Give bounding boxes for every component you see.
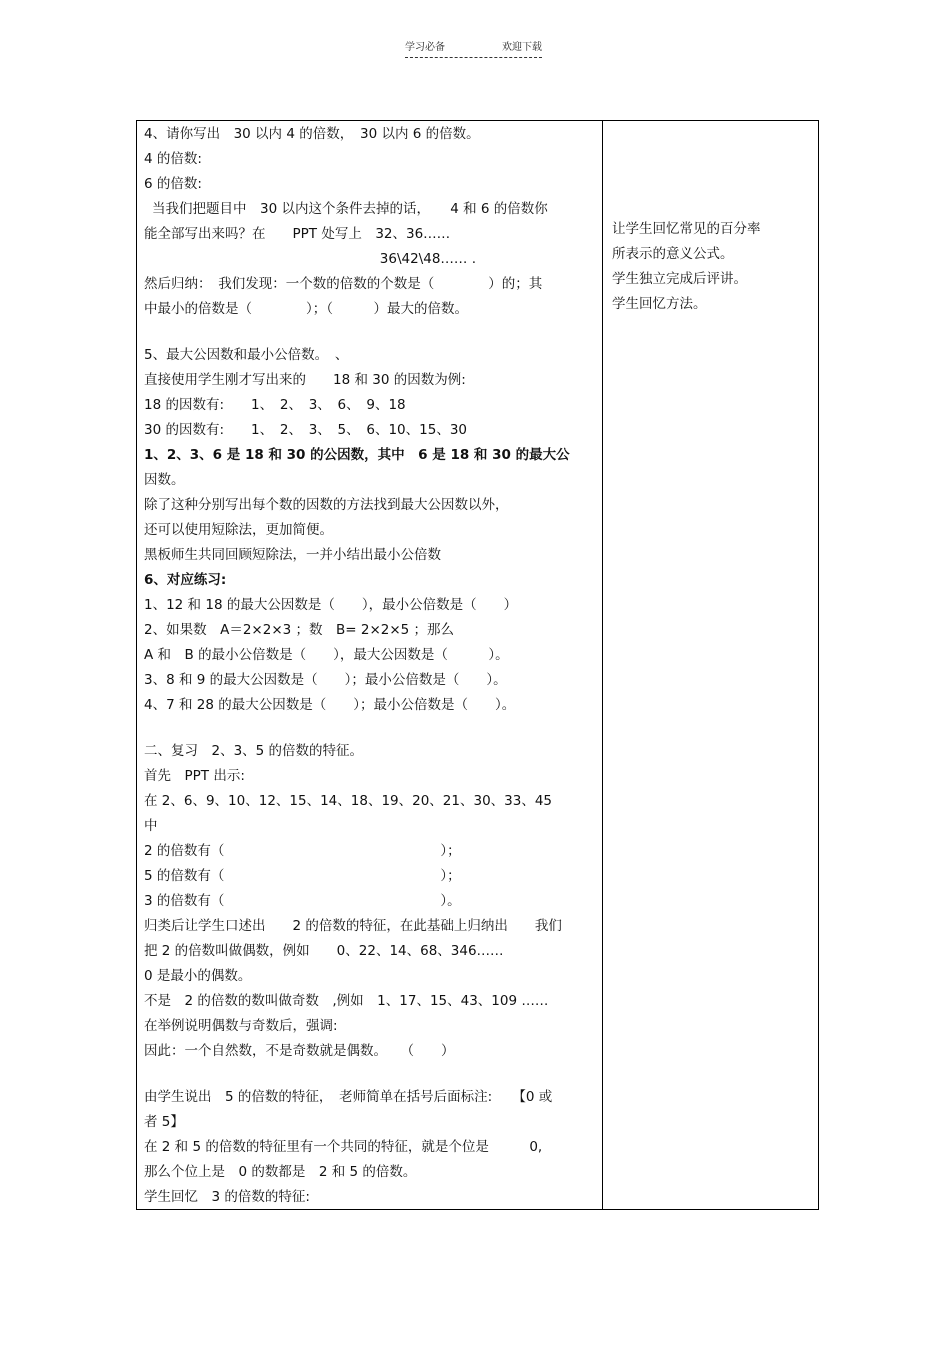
text-line: 在举例说明偶数与奇数后，强调: <box>144 1018 338 1034</box>
text-line: 不是 2 的倍数的数叫做奇数 ,例如 1、17、15、43、109 …… <box>144 993 549 1009</box>
blank-line <box>144 718 596 739</box>
text-line: 1、2、3、6 是 18 和 30 的公因数，其中 6 是 18 和 30 的最大公 <box>144 447 570 463</box>
text-line: 因此：一个自然数，不是奇数就是偶数。 （ ） <box>144 1043 455 1059</box>
text-line: A 和 B 的最小公倍数是（ ），最大公因数是（ ）。 <box>144 647 509 663</box>
text-line: 把 2 的倍数叫做偶数，例如 0、22、14、68、346…… <box>144 943 504 959</box>
text-line: 3、8 和 9 的最大公因数是（ ）；最小公倍数是（ ）。 <box>144 672 507 688</box>
text-line: 那么个位上是 0 的数都是 2 和 5 的倍数。 <box>144 1164 417 1180</box>
text-line: 0 是最小的偶数。 <box>144 968 252 984</box>
main-content-column <box>137 121 603 1209</box>
text-line: 由学生说出 5 的倍数的特征， 老师简单在括号后面标注: 【0 或 <box>144 1089 553 1105</box>
header-left: 学习必备 <box>405 42 445 53</box>
text-line: 黑板师生共同回顾短除法，一并小结出最小公倍数 <box>144 547 441 563</box>
text-line: 学生回忆 3 的倍数的特征: <box>144 1189 310 1205</box>
text-line: 2、如果数 A＝2×2×3 ；数 B= 2×2×5 ；那么 <box>144 622 455 638</box>
text-line: 4 的倍数: <box>144 151 202 167</box>
text-line: 4、7 和 28 的最大公因数是（ ）；最小公倍数是（ ）。 <box>144 697 516 713</box>
text-line: 能全部写出来吗？在 PPT 处写上 32、36…… <box>144 226 451 242</box>
text-line: 2 的倍数有（ ）； <box>144 843 461 859</box>
text-line: 归类后让学生口述出 2 的倍数的特征，在此基础上归纳出 我们 <box>144 918 562 934</box>
text-line: 30 的因数有: 1、 2、 3、 5、 6、10、15、30 <box>144 422 467 438</box>
text-line: 36\42\48…… . <box>379 251 476 267</box>
side-note-line: 学生回忆方法。 <box>612 296 707 312</box>
text-line: 中最小的倍数是（ ）；（ ）最大的倍数。 <box>144 301 468 317</box>
lesson-table <box>136 120 819 1210</box>
text-line: 除了这种分别写出每个数的因数的方法找到最大公因数以外， <box>144 497 509 513</box>
blank-line <box>144 1064 596 1085</box>
text-line: 二、复习 2、3、5 的倍数的特征。 <box>144 743 364 759</box>
text-line: 3 的倍数有（ ）。 <box>144 893 461 909</box>
text-line: 1、12 和 18 的最大公因数是（ ），最小公倍数是（ ） <box>144 597 518 613</box>
text-line: 在 2 和 5 的倍数的特征里有一个共同的特征，就是个位是 0, <box>144 1139 543 1155</box>
text-line: 然后归纳： 我们发现：一个数的倍数的个数是（ ）的；其 <box>144 276 543 292</box>
header-right: 欢迎下载 <box>502 42 542 53</box>
text-line: 因数。 <box>144 472 185 488</box>
side-note-line: 学生独立完成后评讲。 <box>612 271 747 287</box>
text-line: 直接使用学生刚才写出来的 18 和 30 的因数为例: <box>144 372 466 388</box>
text-line: 5、最大公因数和最小公倍数。 、 <box>144 347 349 363</box>
side-note-line: 所表示的意义公式。 <box>612 246 734 262</box>
text-line: 还可以使用短除法，更加简便。 <box>144 522 333 538</box>
text-line: 6、对应练习: <box>144 572 227 588</box>
text-line: 者 5】 <box>144 1114 184 1130</box>
text-line: 5 的倍数有（ ）； <box>144 868 461 884</box>
text-line: 4、请你写出 30 以内 4 的倍数， 30 以内 6 的倍数。 <box>144 126 480 142</box>
page-header <box>405 38 542 58</box>
blank-line <box>144 322 596 343</box>
text-line: 在 2、6、9、10、12、15、14、18、19、20、21、30、33、45 <box>144 793 553 809</box>
text-line: 18 的因数有: 1、 2、 3、 6、 9、18 <box>144 397 406 413</box>
text-line: 当我们把题目中 30 以内这个条件去掉的话， 4 和 6 的倍数你 <box>152 201 548 217</box>
text-line: 首先 PPT 出示: <box>144 768 245 784</box>
text-line: 6 的倍数: <box>144 176 202 192</box>
side-note-line: 让学生回忆常见的百分率 <box>612 221 761 237</box>
text-line: 中 <box>144 818 158 834</box>
side-notes-column <box>603 121 818 1209</box>
